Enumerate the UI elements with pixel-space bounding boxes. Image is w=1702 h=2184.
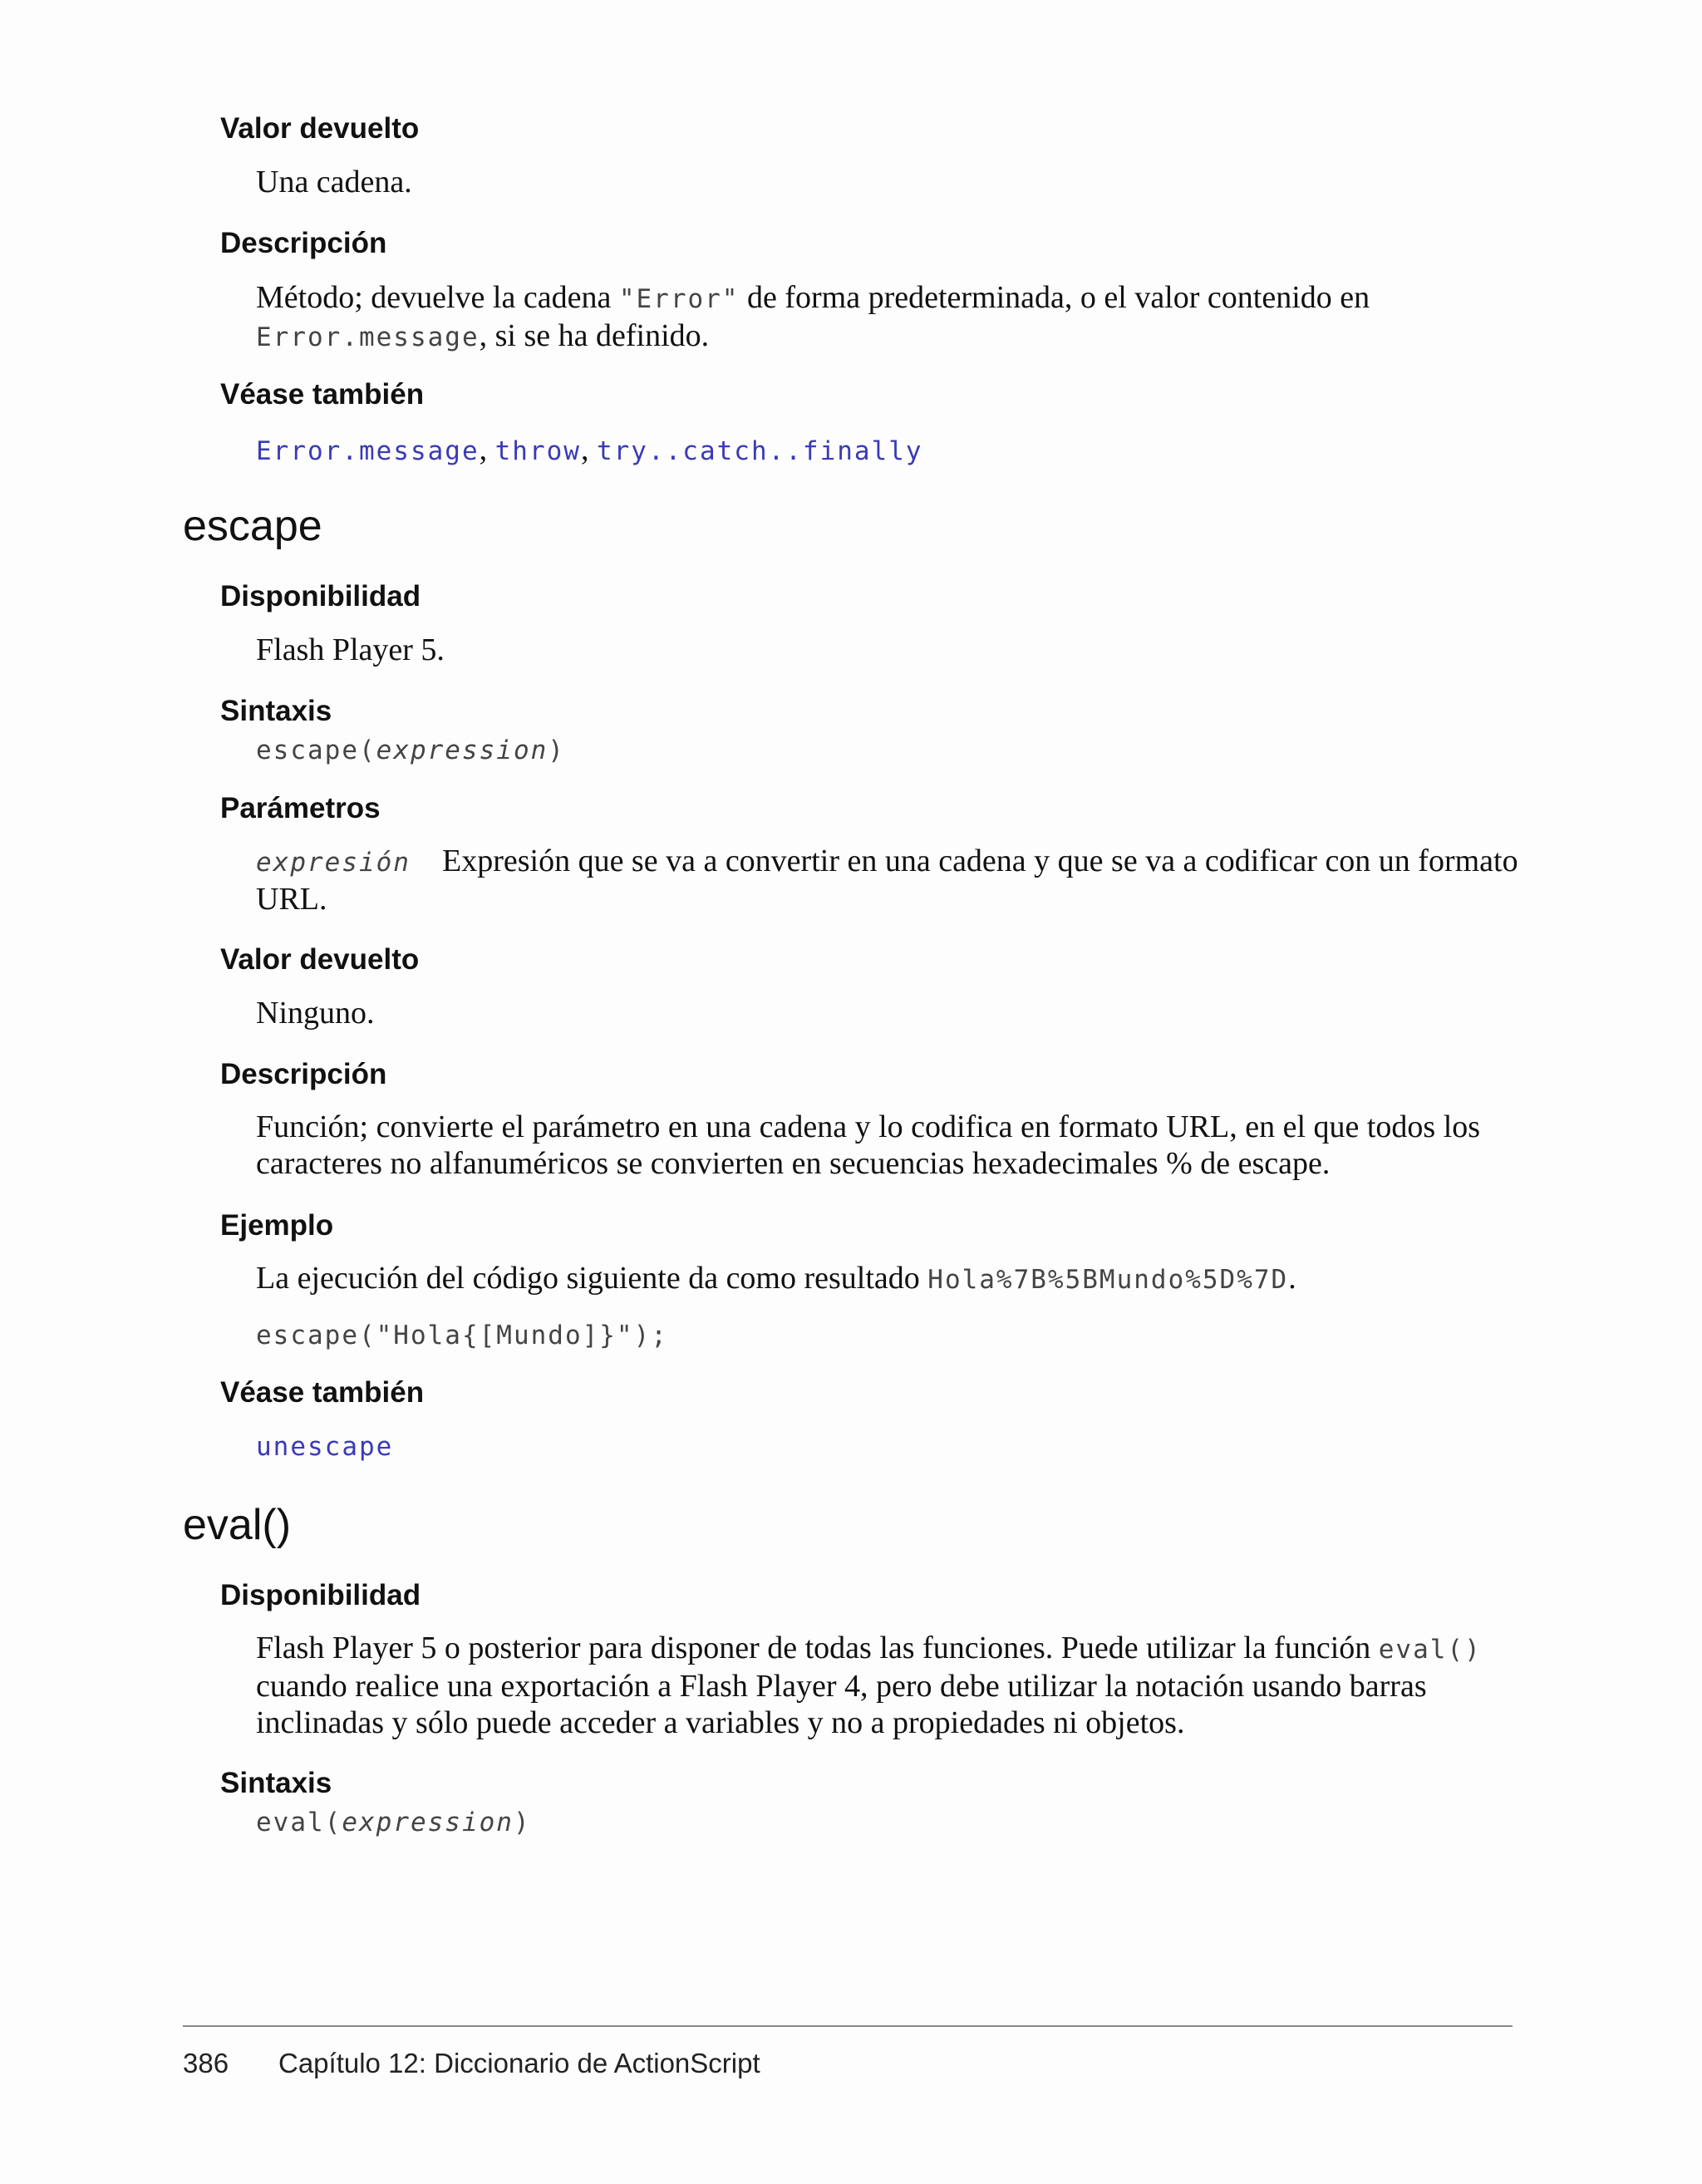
chapter-title: Capítulo 12: Diccionario de ActionScript xyxy=(278,2048,760,2078)
inline-code: Error.message xyxy=(256,322,480,352)
inline-code: Hola%7B%5BMundo%5D%7D xyxy=(927,1265,1289,1295)
inline-code: eval() xyxy=(1378,1635,1482,1665)
entry-title-escape: escape xyxy=(183,502,322,550)
description-text xyxy=(256,279,1519,356)
parameter-entry xyxy=(256,843,1519,917)
link-throw[interactable]: throw xyxy=(494,436,581,466)
return-value-text: Una cadena. xyxy=(256,165,412,199)
separator: , xyxy=(479,432,495,467)
inline-code: "Error" xyxy=(618,284,740,314)
syntax-code xyxy=(256,1810,531,1836)
syntax-heading: Sintaxis xyxy=(220,695,332,727)
description-heading: Descripción xyxy=(220,227,387,259)
link-error-message[interactable]: Error.message xyxy=(256,436,480,466)
see-also-links xyxy=(256,431,1519,470)
availability-text xyxy=(256,1630,1519,1741)
example-text-part: . xyxy=(1288,1261,1296,1296)
parameter-name: expresión xyxy=(256,848,411,878)
footer-divider xyxy=(183,2025,1513,2027)
return-value-heading: Valor devuelto xyxy=(220,943,420,976)
description-text-part: de forma predeterminada, o el valor contenido en xyxy=(739,280,1370,315)
page-number: 386 xyxy=(183,2048,229,2078)
parameters-heading: Parámetros xyxy=(220,792,381,824)
availability-text-part: Flash Player 5 o posterior para disponer de todas las funciones. Puede utilizar la función xyxy=(256,1631,1379,1665)
return-value-heading: Valor devuelto xyxy=(220,112,420,145)
link-try-catch-finally[interactable]: try..catch..finally xyxy=(596,436,923,466)
syntax-code-part: eval( xyxy=(256,1808,342,1837)
availability-heading: Disponibilidad xyxy=(220,580,421,612)
separator: , xyxy=(580,432,597,467)
entry-title-eval: eval() xyxy=(183,1501,292,1549)
syntax-argument: expression xyxy=(342,1808,514,1837)
see-also-heading: Véase también xyxy=(220,1376,425,1409)
availability-heading: Disponibilidad xyxy=(220,1579,421,1611)
availability-text: Flash Player 5. xyxy=(256,632,445,667)
parameter-description: Expresión que se va a convertir en una cadena y que se va a codificar con un formato URL. xyxy=(256,844,1518,917)
syntax-code-part: escape( xyxy=(256,735,376,765)
example-text-part: La ejecución del código siguiente da como resultado xyxy=(256,1261,928,1296)
description-text-part: Método; devuelve la cadena xyxy=(256,280,619,315)
see-also-heading: Véase también xyxy=(220,378,425,411)
syntax-code xyxy=(256,735,565,765)
example-text xyxy=(256,1260,1519,1298)
example-heading: Ejemplo xyxy=(220,1209,334,1242)
syntax-code-part: ) xyxy=(513,1808,531,1837)
syntax-code-part: ) xyxy=(548,735,565,765)
description-text: Función; convierte el parámetro en una cadena y lo codifica en formato URL, en el que todos los caracteres no alfanuméricos se convierten en secuencias hexadecimales % de escape. xyxy=(256,1109,1481,1181)
example-code: escape("Hola{[Mundo]}"); xyxy=(256,1321,668,1350)
description-heading: Descripción xyxy=(220,1058,387,1090)
link-unescape[interactable]: unescape xyxy=(256,1432,394,1462)
availability-text-part: cuando realice una exportación a Flash Player 4, pero debe utilizar la notación usando barras inclinadas y sólo puede acceder a variables y no a propiedades ni objetos. xyxy=(256,1669,1427,1740)
return-value-text: Ninguno. xyxy=(256,996,375,1031)
description-text-part: , si se ha definido. xyxy=(479,318,710,353)
syntax-argument: expression xyxy=(376,735,548,765)
syntax-heading: Sintaxis xyxy=(220,1767,332,1799)
